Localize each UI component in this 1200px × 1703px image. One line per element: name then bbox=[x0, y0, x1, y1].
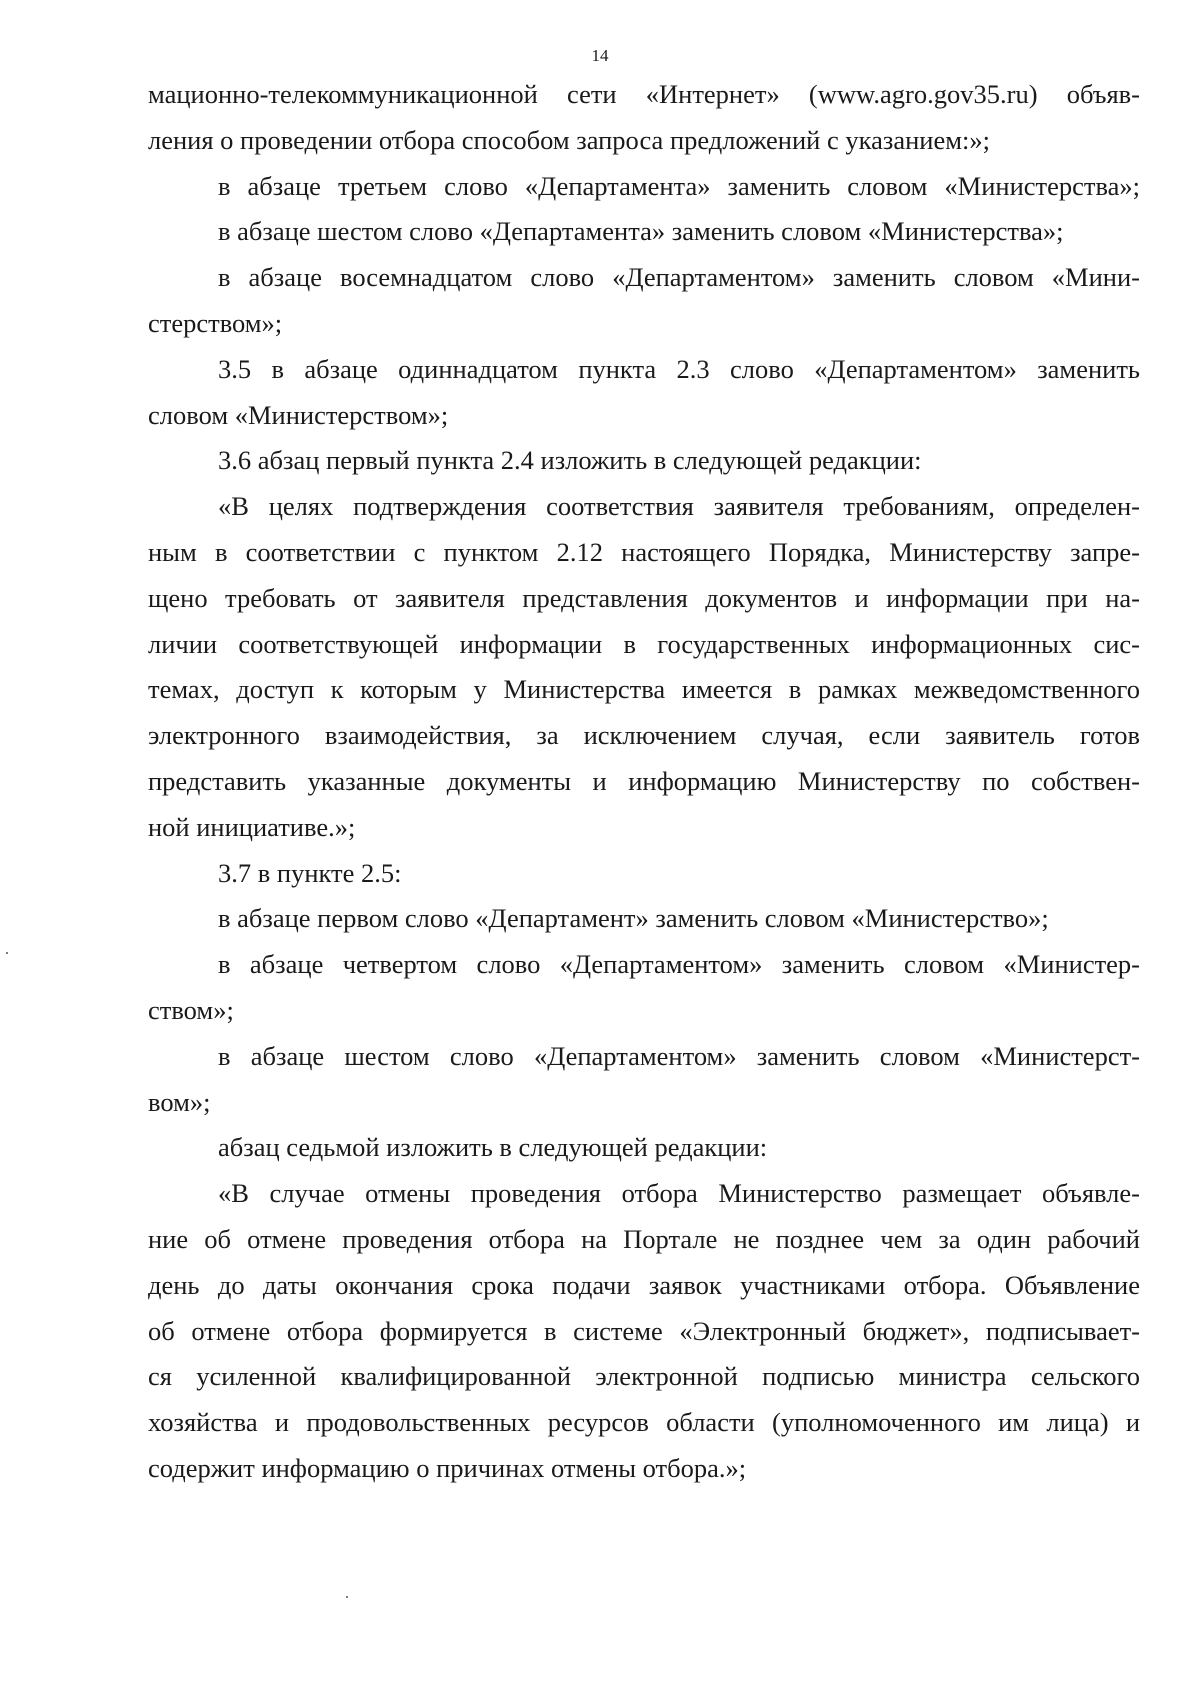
text-line: ления о проведении отбора способом запроса предложений с указанием:»; bbox=[148, 124, 990, 155]
text-line: вом»; bbox=[148, 1086, 211, 1117]
text-line: личии соответствующей информации в государственных информационных сис- bbox=[148, 628, 1140, 659]
text-line: содержит информацию о причинах отмены отбора.»; bbox=[148, 1452, 747, 1483]
text-line: щено требовать от заявителя представления документов и информации при на- bbox=[148, 582, 1140, 613]
text-line: об отмене отбора формируется в системе «Электронный бюджет», подписывает- bbox=[148, 1315, 1140, 1346]
text-line: ние об отмене проведения отбора на Портале не позднее чем за один рабочий bbox=[148, 1223, 1140, 1254]
text-line: в абзаце четвертом слово «Департаментом» заменить словом «Министер- bbox=[218, 949, 1140, 980]
text-line: в абзаце первом слово «Департамент» заменить словом «Министерство»; bbox=[218, 903, 1049, 934]
text-line: абзац седьмой изложить в следующей редакции: bbox=[218, 1132, 768, 1163]
text-line: ством»; bbox=[148, 994, 234, 1025]
text-line: в абзаце шестом слово «Департамента» заменить словом «Министерства»; bbox=[218, 216, 1064, 247]
text-line: 3.7 в пункте 2.5: bbox=[218, 857, 402, 888]
text-line: электронного взаимодействия, за исключением случая, если заявитель готов bbox=[148, 720, 1140, 751]
text-line: в абзаце шестом слово «Департаментом» заменить словом «Министерст- bbox=[218, 1040, 1140, 1071]
text-line: мационно-телекоммуникационной сети «Интернет» (www.agro.gov35.ru) объяв- bbox=[148, 79, 1140, 109]
text-line: стерством»; bbox=[148, 307, 283, 338]
text-line: ся усиленной квалифицированной электронной подписью министра сельского bbox=[148, 1361, 1140, 1392]
text-line: ной инициативе.»; bbox=[148, 811, 356, 842]
text-line: хозяйства и продовольственных ресурсов области (уполномоченного им лица) и bbox=[148, 1407, 1140, 1438]
scan-speck bbox=[6, 952, 8, 954]
text-line: «В целях подтверждения соответствия заявителя требованиям, определен- bbox=[218, 491, 1140, 522]
document-body bbox=[148, 72, 1140, 1492]
text-line: словом «Министерством»; bbox=[148, 399, 449, 430]
text-line: 3.6 абзац первый пункта 2.4 изложить в следующей редакции: bbox=[218, 445, 922, 476]
text-line: ным в соответствии с пунктом 2.12 настоящего Порядка, Министерству запре- bbox=[148, 536, 1140, 567]
text-line: день до даты окончания срока подачи заявок участниками отбора. Объявление bbox=[148, 1269, 1140, 1300]
text-line: представить указанные документы и информацию Министерству по собствен- bbox=[148, 765, 1140, 796]
text-line: темах, доступ к которым у Министерства имеется в рамках межведомственного bbox=[148, 674, 1140, 705]
page-number: 14 bbox=[591, 46, 609, 65]
text-line: в абзаце третьем слово «Департамента» заменить словом «Министерства»; bbox=[218, 170, 1140, 201]
scan-speck bbox=[346, 1596, 348, 1598]
text-line: 3.5 в абзаце одиннадцатом пункта 2.3 слово «Департаментом» заменить bbox=[218, 353, 1140, 384]
text-line: в абзаце восемнадцатом слово «Департаментом» заменить словом «Мини- bbox=[218, 262, 1140, 293]
text-line: «В случае отмены проведения отбора Министерство размещает объявле- bbox=[218, 1178, 1140, 1209]
